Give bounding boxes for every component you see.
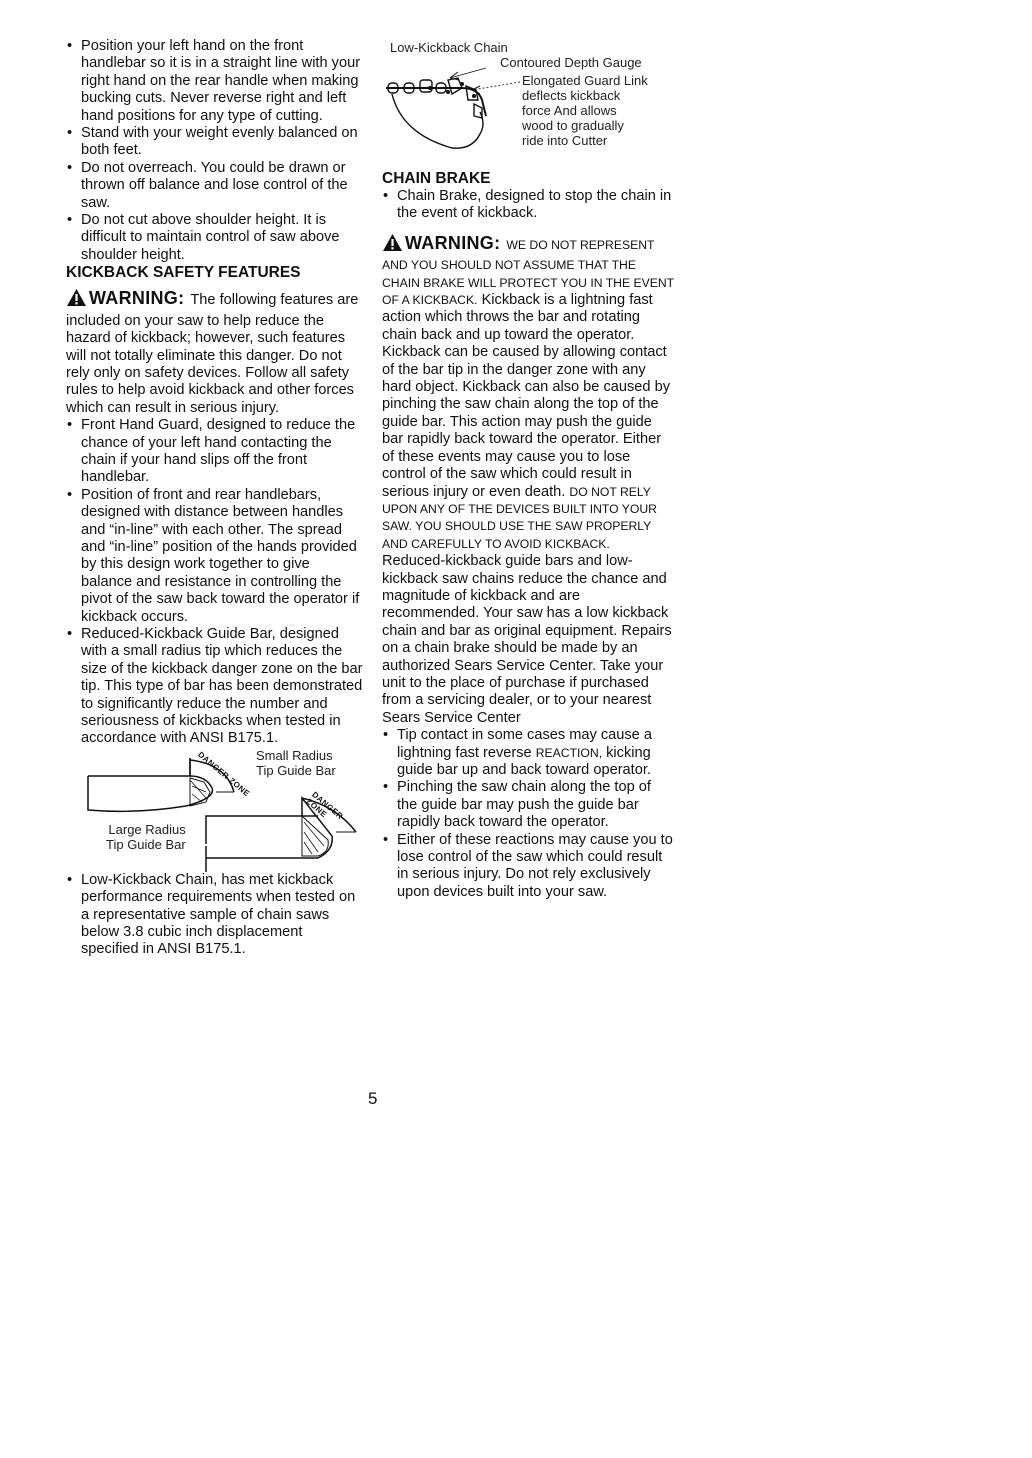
list-item bbox=[382, 832, 674, 902]
danger-zone-text-large: DANGER ZONE bbox=[304, 789, 345, 821]
page-number: 5 bbox=[368, 1089, 378, 1108]
list-item: • Stand with your weight evenly balanced on both feet. bbox=[66, 125, 364, 160]
small-radius-label-line1: Small Radius bbox=[256, 747, 333, 763]
guard-link-label-line4: wood to gradually bbox=[522, 118, 624, 133]
right-column bbox=[382, 38, 674, 901]
large-radius-label-line1: Large Radius bbox=[108, 821, 186, 837]
top-bullet-list bbox=[66, 38, 364, 264]
kickback-reaction-list bbox=[382, 727, 674, 901]
chain-diagram bbox=[382, 38, 674, 162]
list-item-text: Pinching the saw chain along the top of the guide bar may push the guide bar rapidly back toward the operator. bbox=[397, 779, 651, 831]
warning-label: WARNING: bbox=[405, 232, 501, 253]
guard-link-label bbox=[522, 73, 648, 148]
kickback-warning-paragraph bbox=[66, 288, 364, 417]
list-item: • Position of front and rear handlebars, designed with distance between handles and “in-line” with each other. The spread and “in-line” position of the hands provided by this design work together to give balance and resistance in controlling the pivot of the saw back toward the operator if kickback occurs. bbox=[66, 487, 364, 626]
list-item: • Do not overreach. You could be drawn or thrown off balance and lose control of the saw. bbox=[66, 160, 364, 212]
large-radius-label-line2: Tip Guide Bar bbox=[106, 836, 186, 852]
warning-label: WARNING: bbox=[89, 288, 185, 309]
warning-body-text: Kickback is a lightning fast action which throws the bar and rotating chain back and up toward the operator. Kickback can be caused by allowing contact of the bar tip in the danger zone with any hard object. Kickback can also be caused by pinching the saw chain along the top of the guide bar. This action may push the guide bar rapidly back toward the operator. Either of these events may cause you to lose control of the saw which could result in serious injury or even death. bbox=[382, 292, 670, 500]
warning-triangle-icon bbox=[382, 233, 403, 257]
list-item-caps: REACTION, bbox=[535, 745, 603, 760]
warning-triangle-icon bbox=[66, 288, 87, 312]
warning-caps-text-2: DO NOT RELY UPON ANY OF THE DEVICES BUILT INTO YOUR SAW. YOU SHOULD USE THE SAW PROPERLY AND CAREFULLY TO AVOID KICKBACK. bbox=[382, 484, 657, 551]
guide-bar-diagram bbox=[66, 748, 364, 872]
small-radius-label-line2: Tip Guide Bar bbox=[256, 762, 336, 778]
features-bullet-list bbox=[66, 417, 364, 748]
kickback-safety-heading: KICKBACK SAFETY FEATURES bbox=[66, 264, 301, 282]
guard-link-label-line5: ride into Cutter bbox=[522, 133, 608, 148]
list-item bbox=[382, 779, 674, 831]
guard-link-label-line1: Elongated Guard Link bbox=[522, 73, 648, 88]
list-item-text: Either of these reactions may cause you to lose control of the saw which could result in serious injury. Do not rely exclusively upon devices built into your saw. bbox=[397, 831, 673, 900]
left-column bbox=[66, 38, 364, 959]
low-kickback-chain-label: Low-Kickback Chain bbox=[390, 40, 508, 55]
large-radius-label bbox=[106, 822, 186, 852]
guard-link-label-line3: force And allows bbox=[522, 103, 617, 118]
warning-text: The following features are included on your saw to help reduce the hazard of kickback; however, such features will not totally eliminate this danger. Do not rely only on safety devices. Follow all safety rules to help avoid kickback and other forces which can result in serious injury. bbox=[66, 292, 359, 416]
chain-bullet-list bbox=[66, 872, 364, 959]
list-item: • Front Hand Guard, designed to reduce the chance of your left hand contacting the chain if your hand slips off the front handlebar. bbox=[66, 417, 364, 487]
list-item: • Low-Kickback Chain, has met kickback performance requirements when tested on a representative sample of chain saws below 3.8 cubic inch displacement specified in ANSI B175.1. bbox=[66, 872, 364, 959]
chain-brake-warning-paragraph bbox=[382, 233, 674, 727]
list-item-text: Tip contact in some cases may cause a lightning fast reverse bbox=[397, 727, 652, 761]
depth-gauge-label: Contoured Depth Gauge bbox=[500, 55, 642, 70]
guard-link-label-line2: deflects kickback bbox=[522, 88, 621, 103]
danger-zone-text-small: DANGER ZONE bbox=[196, 749, 252, 799]
list-item: • Do not cut above shoulder height. It is difficult to maintain control of saw above shoulder height. bbox=[66, 212, 364, 264]
small-radius-label bbox=[256, 748, 336, 778]
list-item: • Position your left hand on the front handlebar so it is in a straight line with your right hand on the rear handle when making bucking cuts. Never reverse right and left hand positions for any type of cutting. bbox=[66, 38, 364, 125]
warning-caps-text: WE DO NOT REPRESENT AND YOU SHOULD NOT ASSUME THAT THE CHAIN BRAKE WILL PROTECT YOU IN THE EVENT OF A KICKBACK. bbox=[382, 237, 674, 308]
chain-brake-heading: CHAIN BRAKE bbox=[382, 170, 491, 187]
warning-body-text-2: Reduced-kickback guide bars and low-kickback saw chains reduce the chance and magnitude of kickback and are recommended. Your saw has a low kickback chain and bar as original equipment. Repairs on a chain brake should be made by an authorized Sears Service Center. Take your unit to the place of purchase if purchased from a servicing dealer, or to your nearest Sears Service Center bbox=[382, 553, 672, 726]
list-item-rest: kicking guide bar up and back toward operator. bbox=[397, 744, 651, 778]
list-item bbox=[382, 727, 674, 779]
list-item: • Chain Brake, designed to stop the chain in the event of kickback. bbox=[382, 188, 674, 223]
list-item: • Reduced-Kickback Guide Bar, designed with a small radius tip which reduces the size of the kickback danger zone on the bar tip. This type of bar has been demonstrated to significantly reduce the number and seriousness of kickbacks when tested in accordance with ANSI B175.1. bbox=[66, 626, 364, 748]
brake-bullet-list bbox=[382, 188, 674, 223]
